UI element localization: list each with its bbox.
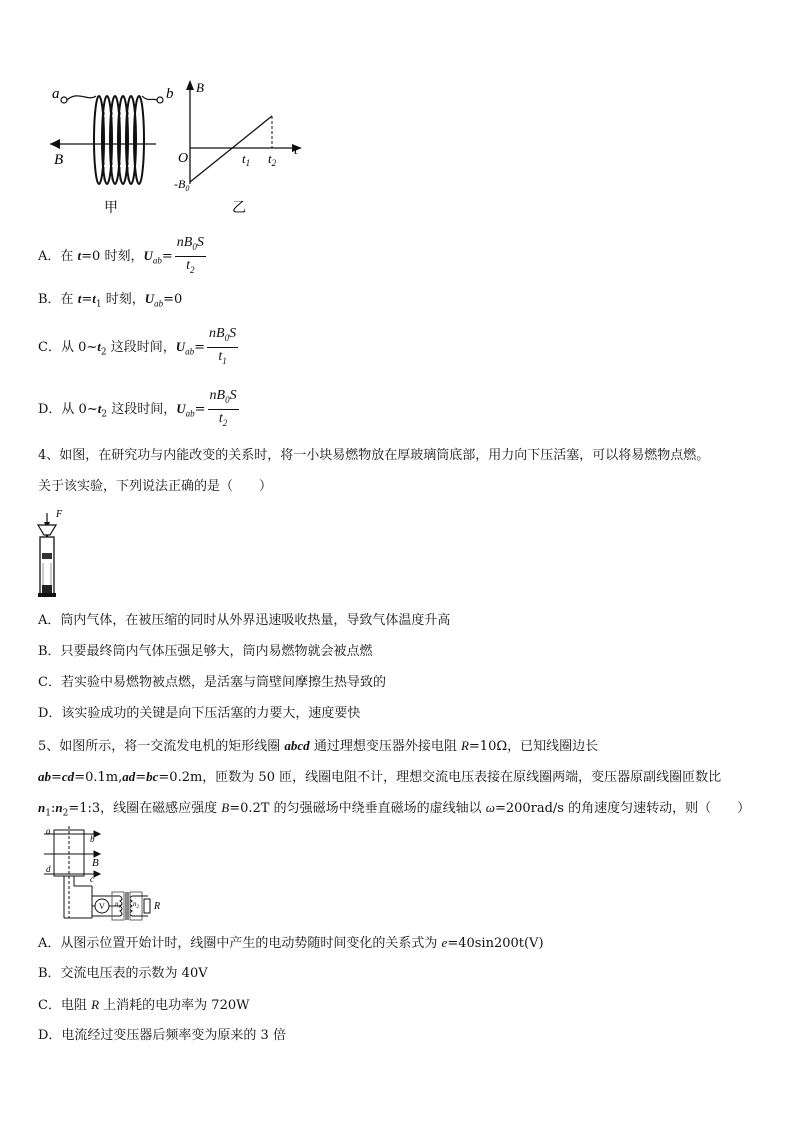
q4-option-d: D．该实验成功的关键是向下压活塞的力要大，速度要快 bbox=[38, 706, 361, 721]
svg-text:a: a bbox=[46, 826, 51, 836]
svg-text:c: c bbox=[90, 874, 94, 884]
q5-stem-line3: $n_1:n_2=1:3$，线圈在磁感应强度 B=0.2T 的匀强磁场中绕垂直磁场的虚线轴以 ω=200rad/s 的角速度匀速转动，则（ ） bbox=[38, 800, 751, 819]
graph-axis-y: B bbox=[196, 80, 204, 95]
graph-neg-b0: $-B_0$ bbox=[174, 177, 190, 193]
force-label-F: F bbox=[56, 509, 63, 520]
fraction: $\frac{nB_0S}{t_1}$ bbox=[209, 326, 237, 366]
q3-option-c: C．从 $0\sim t_2$ 这段时间，$U_{ab}=$ $\frac{nB_0S}{t_1}$ bbox=[38, 325, 240, 370]
q4-option-c: C．若实验中易燃物被点燃，是活塞与筒壁间摩擦生热导致的 bbox=[38, 675, 386, 690]
q4-option-a: A．筒内气体，在被压缩的同时从外界迅速吸收热量，导致气体温度升高 bbox=[38, 613, 451, 628]
q3-option-a: A．在 t=0 时刻，$U_{ab}=$ $\frac{nB_0S}{t_2}$ bbox=[38, 234, 208, 279]
q5-option-c: C．电阻 R 上消耗的电功率为 720W bbox=[38, 997, 250, 1013]
svg-text:n1: $n_1$ bbox=[115, 900, 121, 910]
label-b: b bbox=[166, 86, 174, 102]
svg-text:R: R bbox=[154, 901, 161, 912]
generator-transformer-figure bbox=[40, 826, 170, 922]
coil-and-graph-figure bbox=[40, 78, 320, 218]
svg-text:B: B bbox=[92, 857, 99, 869]
q4-option-b: B．只要最终筒内气体压强足够大，筒内易燃物就会被点燃 bbox=[38, 644, 373, 659]
q3-option-d: D．从 $0\sim t_2$ 这段时间，$U_{ab}=$ $\frac{nB_0S}{t_2}$ bbox=[38, 387, 241, 432]
q5-stem-line2: ab=cd=0.1m,ad=bc=0.2m，匝数为 50 匝，线圈电阻不计，理想交流电压表接在原线圈两端，变压器原副线圈匝数比 bbox=[38, 769, 722, 785]
q5-option-d: D．电流经过变压器后频率变为原来的 3 倍 bbox=[38, 1028, 286, 1043]
q4-stem-line2: 关于该实验，下列说法正确的是（ ） bbox=[38, 479, 273, 494]
graph-t1: $t_1$ bbox=[242, 151, 251, 168]
q5-option-a: A．从图示位置开始计时，线圈中产生的电动势随时间变化的关系式为 e=40sin200t(V) bbox=[38, 935, 544, 951]
q4-stem-line1: 4、如图，在研究功与内能改变的关系时，将一小块易燃物放在厚玻璃筒底部，用力向下压活塞，可以将易燃物点燃。 bbox=[38, 448, 710, 463]
svg-text:b: b bbox=[90, 834, 95, 844]
q5-stem-line1: 5、如图所示，将一交流发电机的矩形线圈 abcd 通过理想变压器外接电阻 R=10Ω，已知线圈边长 bbox=[38, 738, 599, 754]
b-t-graph bbox=[174, 80, 302, 216]
fraction: $\frac{nB_0S}{t_2}$ bbox=[176, 235, 204, 275]
caption-jia: 甲 bbox=[104, 201, 118, 216]
caption-yi: 乙 bbox=[232, 201, 246, 216]
graph-axis-x: t bbox=[294, 143, 298, 158]
fraction: $\frac{nB_0S}{t_2}$ bbox=[209, 388, 237, 428]
piston-cylinder-figure bbox=[34, 507, 74, 599]
label-a: a bbox=[52, 86, 60, 102]
coil-diagram bbox=[50, 86, 174, 216]
svg-text:V: V bbox=[99, 902, 105, 911]
graph-t2: $t_2$ bbox=[268, 151, 277, 168]
svg-text:n2: $n_2$ bbox=[133, 900, 139, 910]
q3-option-b: B．在 $t=t_1$ 时刻，$U_{ab}=0$ bbox=[38, 291, 183, 310]
label-B-field: B bbox=[54, 152, 64, 168]
q5-option-b: B．交流电压表的示数为 40V bbox=[38, 966, 208, 981]
graph-origin: O bbox=[178, 151, 189, 166]
svg-text:d: d bbox=[46, 864, 51, 874]
